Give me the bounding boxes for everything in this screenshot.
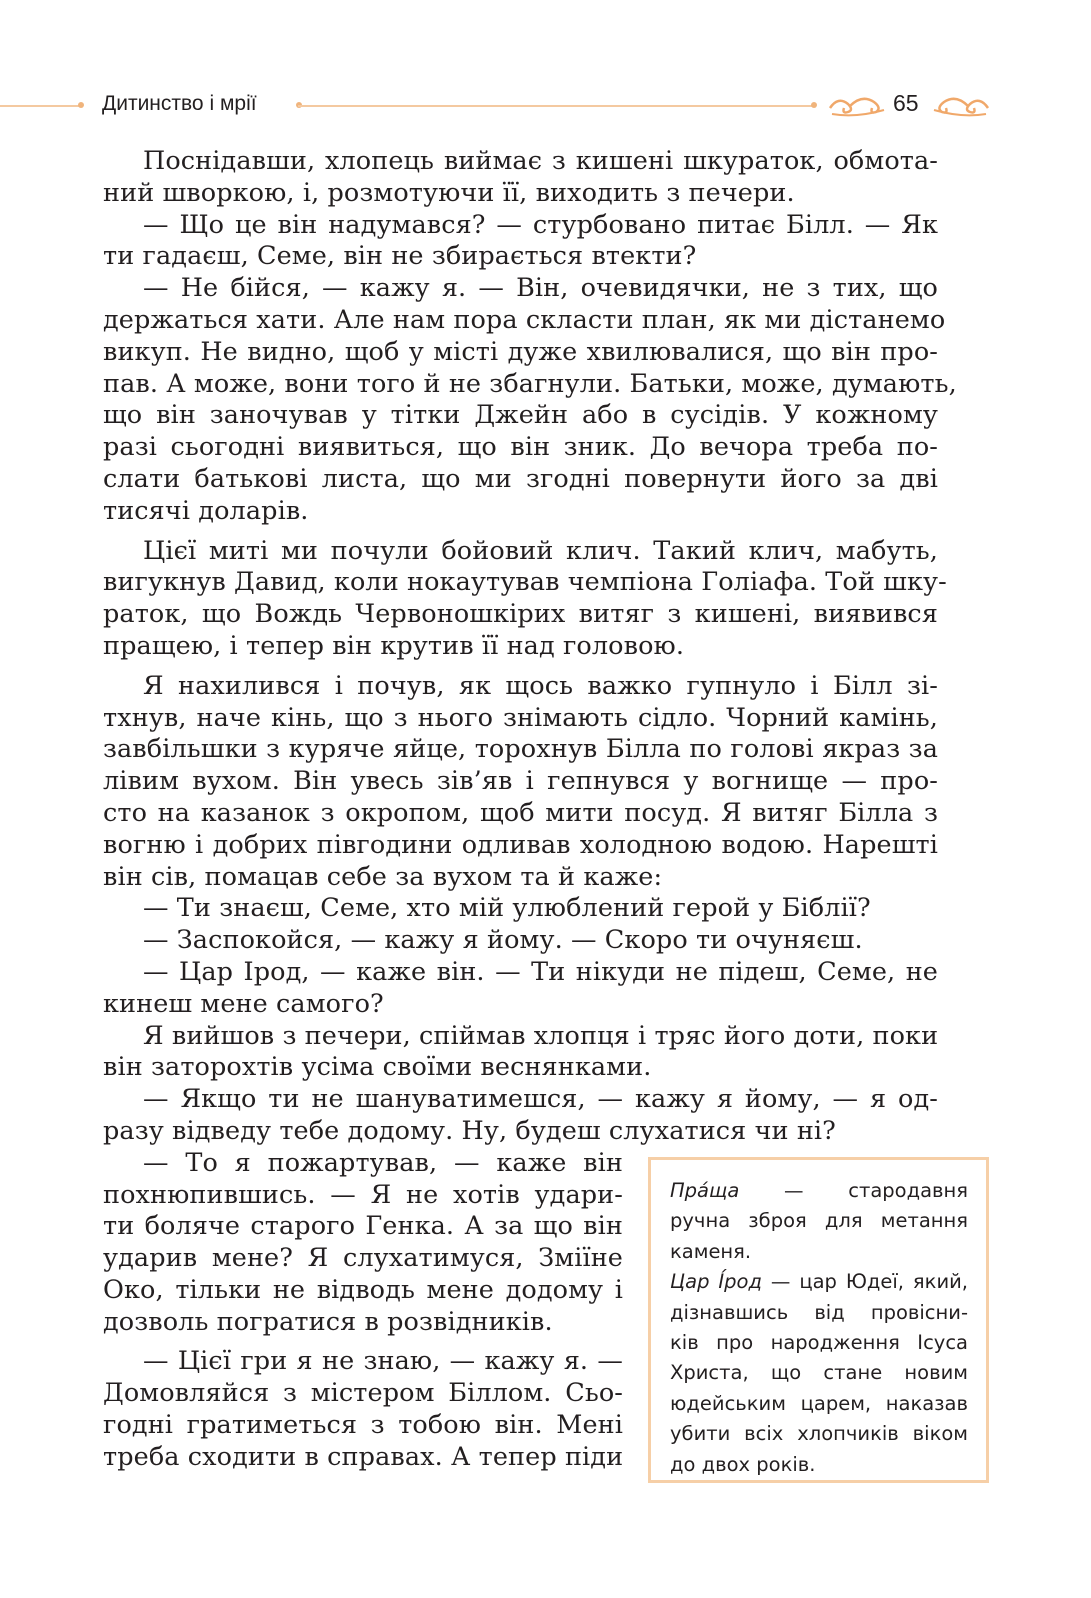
glossary-line: Христа, що стане новим [670, 1361, 968, 1385]
text-line: раток, що Вождь Червоношкірих витяг з кишені, виявився [103, 599, 938, 630]
text-line: — Цар Ірод, — каже він. — Ти нікуди не підеш, Семе, не [143, 956, 938, 987]
text-line: Око, тільки не відводь мене додому і [103, 1274, 623, 1305]
text-line: Домовляйся з містером Біллом. Сьо- [103, 1378, 623, 1409]
paragraph [103, 146, 938, 210]
text-line: разі сьогодні виявиться, що він зник. До вечора треба по- [103, 432, 938, 463]
text-line: він сів, помацав себе за вухом та й каже: [103, 861, 663, 892]
text-line: тисячі доларів. [103, 495, 309, 526]
text-line: слати батькові листа, що ми згодні повернути його за дві [103, 463, 938, 494]
glossary-line [670, 1267, 968, 1297]
paragraph [103, 535, 947, 663]
running-header [0, 82, 1091, 132]
text-line: тхнув, наче кінь, що з нього знімають сідло. Чорний камінь, [103, 702, 938, 733]
glossary-line: убити всіх хлопчиків віком [670, 1422, 968, 1446]
text-line: Цієї миті ми почули бойовий клич. Такий клич, мабуть, [143, 535, 938, 566]
text-line: ти боляче старого Генка. А за що він [103, 1211, 623, 1242]
header-rule-right [298, 105, 814, 107]
glossary-term: Цар І́род [670, 1270, 762, 1294]
header-dot-left [78, 102, 84, 108]
text-line: Поснідавши, хлопець виймає з кишені шкураток, обмота- [143, 146, 938, 176]
glossary-box [648, 1157, 989, 1483]
text-line: держаться хати. Але нам пора скласти план, як ми дістанемо [103, 304, 946, 335]
text-line: Я вийшов з печери, спіймав хлопця і тряс його доти, поки [143, 1020, 939, 1051]
right-ornament-icon [932, 92, 990, 120]
paragraph [103, 925, 938, 957]
text-line: викуп. Не видно, щоб у місті дуже хвилювалися, що він про- [103, 336, 938, 367]
header-dot-right [811, 102, 817, 108]
text-line: кинеш мене самого? [103, 988, 384, 1019]
glossary-definition: — стародавня [739, 1179, 968, 1202]
glossary-line: ручна зброя для метання [670, 1209, 968, 1233]
text-line: ний шворкою, і, розмотуючи її, виходить з печери. [103, 177, 795, 208]
paragraph [103, 210, 938, 274]
text-line: вигукнув Давид, коли нокаутував чемпіона Голіафа. Той шку- [103, 567, 947, 598]
paragraph [103, 273, 957, 527]
page-number: 65 [893, 90, 919, 116]
paragraph [103, 671, 938, 894]
text-line: ударив мене? Я слухатимуся, Зміїне [103, 1243, 623, 1274]
text-line: — Ти знаєш, Семе, хто мій улюблений герой у Біблії? [143, 893, 871, 924]
text-line: похнюпившись. — Я не хотів удари- [103, 1179, 623, 1210]
glossary-line [670, 1176, 968, 1206]
glossary-line: юдейським царем, наказав [670, 1391, 968, 1415]
text-line: сто на казанок з окропом, щоб мити посуд. Я витяг Білла з [103, 797, 938, 828]
glossary-line: до двох років. [670, 1452, 816, 1476]
paragraph [103, 1084, 938, 1148]
text-line: дозволь погратися в розвідників. [103, 1306, 553, 1337]
text-line: — Цієї гри я не знаю, — кажу я. — [143, 1346, 623, 1377]
text-line: пав. А може, вони того й не збагнули. Батьки, може, думають, [103, 368, 957, 399]
section-title: Дитинство і мрії [102, 92, 257, 115]
left-ornament-icon [828, 92, 886, 120]
text-line: — Не бійся, — кажу я. — Він, очевидячки, не з тих, що [143, 273, 938, 304]
glossary-line: ків про народження Ісуса [670, 1331, 968, 1355]
text-line: він заторохтів усіма своїми веснянками. [103, 1052, 652, 1083]
text-line: — Заспокойся, — кажу я йому. — Скоро ти очуняєш. [143, 925, 863, 956]
glossary-term: Пра́ща [670, 1179, 740, 1202]
text-line: лівим вухом. Він увесь зів’яв і гепнувся у вогнище — про- [103, 766, 938, 797]
text-line: ти гадаєш, Семе, він не збирається втекти? [103, 241, 697, 272]
paragraph [103, 1021, 938, 1085]
text-line: — Що це він надумався? — стурбовано питає Білл. — Як [143, 209, 938, 240]
text-line: Я нахилився і почув, як щось важко гупнуло і Білл зі- [143, 670, 938, 701]
text-line: годні гратиметься з тобою він. Мені [103, 1410, 623, 1441]
text-line: вогню і добрих півгодини одливав холодною водою. Нарешті [103, 829, 938, 860]
header-rule-left [0, 105, 80, 107]
glossary-definition: — цар Юдеї, який, [761, 1270, 968, 1294]
text-line: завбільшки з куряче яйце, торохнув Білла по голові якраз за [103, 734, 938, 765]
text-line: треба сходити в справах. А тепер піди [103, 1441, 624, 1472]
glossary-line: дізнавшись від провісни- [670, 1300, 968, 1324]
paragraph [103, 893, 938, 925]
text-line: разу відведу тебе додому. Ну, будеш слухатися чи ні? [103, 1115, 836, 1146]
text-line: пращею, і тепер він крутив її над головою. [103, 630, 685, 661]
text-line: — Якщо ти не шануватимешся, — кажу я йому, — я од- [143, 1084, 938, 1115]
glossary-line: каменя. [670, 1239, 752, 1263]
text-line: що він заночував у тітки Джейн або в сусідів. У кожному [103, 400, 938, 431]
text-line: — То я пожартував, — каже він [143, 1147, 623, 1178]
paragraph [103, 957, 938, 1021]
